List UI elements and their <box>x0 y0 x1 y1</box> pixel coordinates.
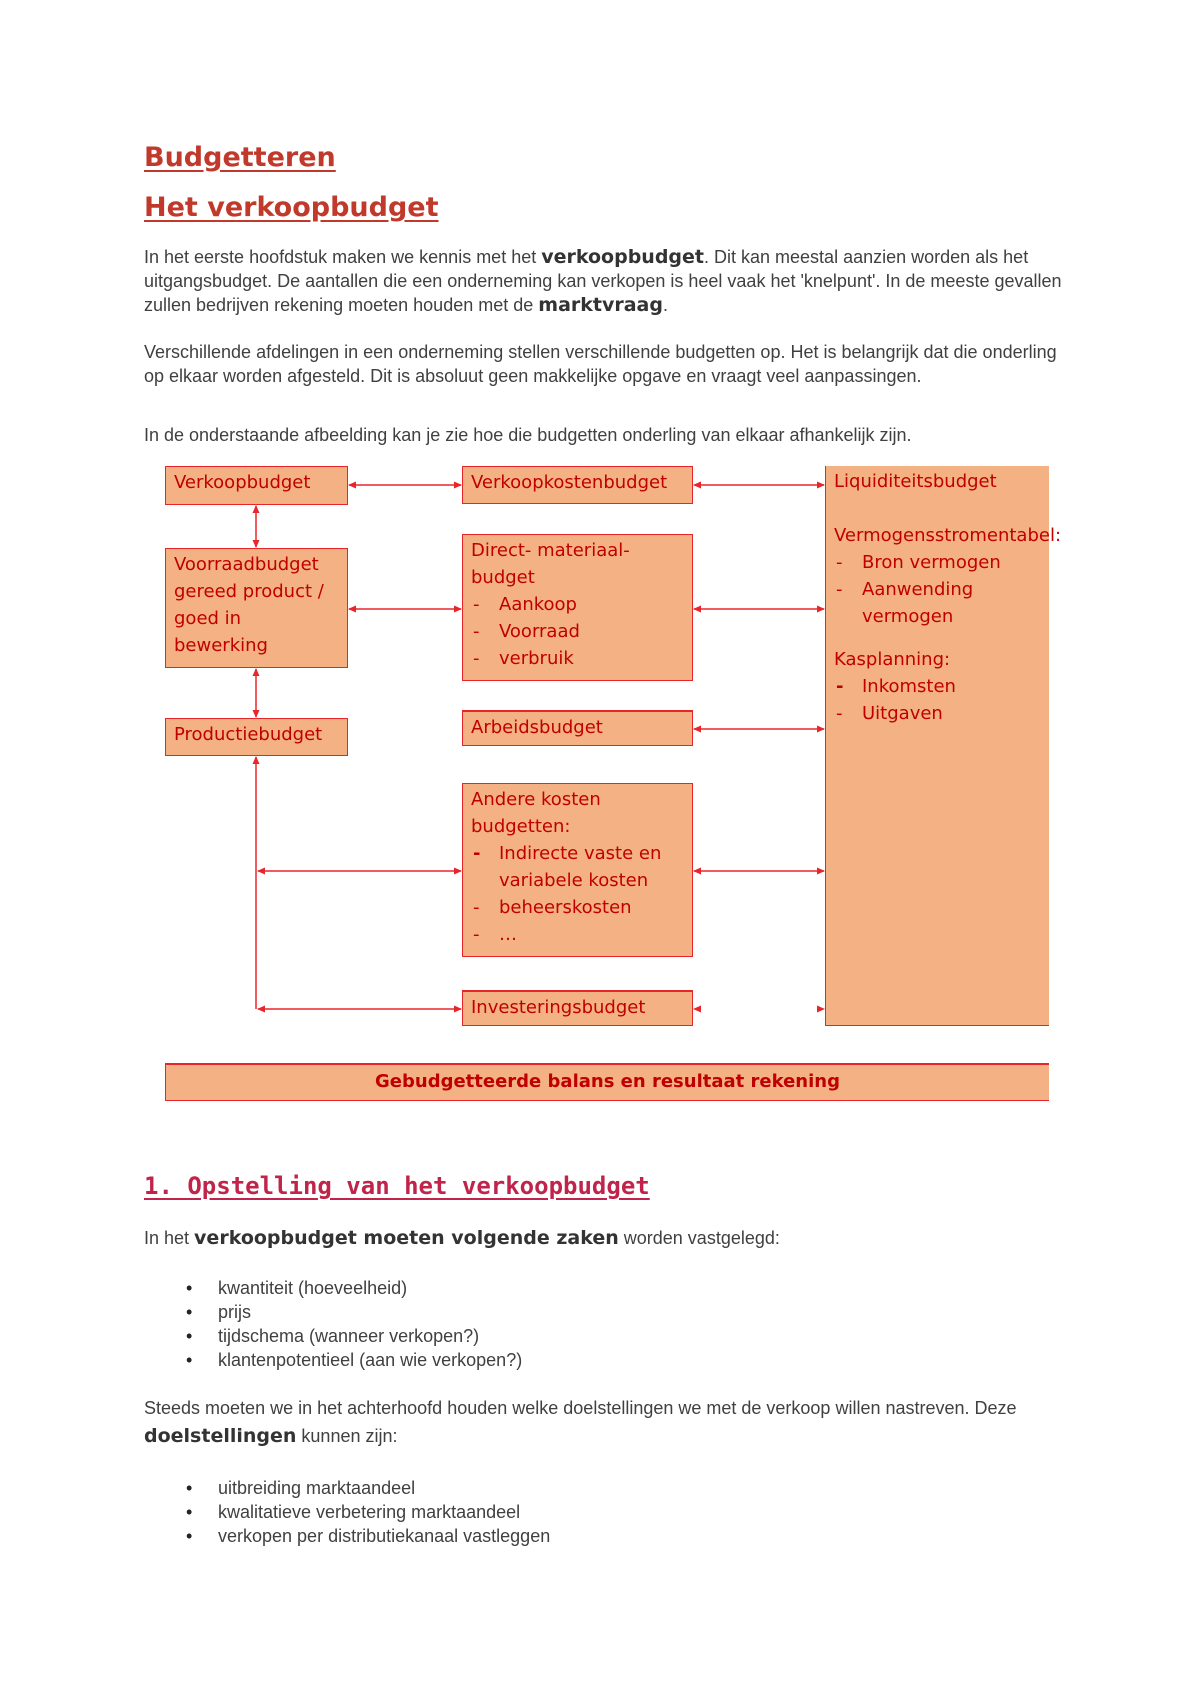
box-productiebudget: Productiebudget <box>165 718 348 756</box>
list-item: • verkopen per distributiekanaal vastleggen <box>186 1524 550 1548</box>
box-investeringsbudget: Investeringsbudget <box>462 990 693 1026</box>
materiaal-item-aankoop: - Aankoop <box>471 591 684 618</box>
anderekosten-item-indirect: - Indirecte vaste en variabele kosten <box>471 840 684 894</box>
box-liquiditeitsbudget: Liquiditeitsbudget Vermogensstromentabel: - Bron vermogen - Aanwending vermogen Kasplanning: - Inkomsten - Uitgaven <box>825 466 1049 1026</box>
box-voorraadbudget: Voorraadbudget gereed product / goed in bewerking <box>165 548 348 668</box>
section-1-heading: 1. Opstelling van het verkoopbudget <box>144 1172 650 1200</box>
section-title: Het verkoopbudget <box>144 192 439 223</box>
liquiditeit-item-uitgaven: - Uitgaven <box>834 700 1041 727</box>
anderekosten-item-beheer: - beheerskosten <box>471 894 684 921</box>
materiaal-item-verbruik: - verbruik <box>471 645 684 672</box>
box-gebudgetteerde-balans: Gebudgetteerde balans en resultaat rekening <box>165 1063 1049 1101</box>
list-item: • prijs <box>186 1300 522 1324</box>
box-direct-materiaalbudget: Direct- materiaal- budget - Aankoop - Voorraad - verbruik <box>462 534 693 681</box>
liquiditeit-item-bron: - Bron vermogen <box>834 549 1041 576</box>
list-item: • kwalitatieve verbetering marktaandeel <box>186 1500 550 1524</box>
intro-paragraph-1: In het eerste hoofdstuk maken we kennis met het verkoopbudget. Dit kan meestal aanzien worden als het uitgangsbudget. De aantallen die een onderneming kan verkopen is heel vaak het 'knelpunt'. In de meeste gevallen zullen bedrijven rekening moeten houden met de marktvraag. <box>144 246 1062 316</box>
intro-paragraph-2: Verschillende afdelingen in een onderneming stellen verschillende budgetten op. Het is belangrijk dat die onderling op elkaar worden afgesteld. Dit is absoluut geen makkelijke opgave en vraagt veel aanpassingen. <box>144 342 1057 386</box>
box-andere-kosten-budgetten: Andere kosten budgetten: - Indirecte vaste en variabele kosten - beheerskosten - … <box>462 783 693 957</box>
page-title: Budgetteren <box>144 142 336 173</box>
term-doelstellingen: doelstellingen <box>144 1425 297 1447</box>
term-verkoopbudget-zaken: verkoopbudget moeten volgende zaken <box>194 1227 619 1249</box>
doelstellingen-list <box>186 1476 550 1548</box>
zaken-list <box>186 1276 522 1372</box>
list-item: • kwantiteit (hoeveelheid) <box>186 1276 522 1300</box>
list-item: • uitbreiding marktaandeel <box>186 1476 550 1500</box>
box-verkoopbudget: Verkoopbudget <box>165 466 348 505</box>
materiaal-item-voorraad: - Voorraad <box>471 618 684 645</box>
anderekosten-item-etc: - … <box>471 921 684 948</box>
liquiditeit-item-inkomsten: - Inkomsten <box>834 673 1041 700</box>
intro-paragraph-3: In de onderstaande afbeelding kan je zie hoe die budgetten onderling van elkaar afhankelijk zijn. <box>144 425 912 445</box>
term-verkoopbudget: verkoopbudget <box>541 246 705 268</box>
term-marktvraag: marktvraag <box>538 294 663 316</box>
section-1-paragraph: In het verkoopbudget moeten volgende zaken worden vastgelegd: <box>144 1227 780 1249</box>
box-arbeidsbudget: Arbeidsbudget <box>462 710 693 746</box>
list-item: • klantenpotentieel (aan wie verkopen?) <box>186 1348 522 1372</box>
box-verkoopkostenbudget: Verkoopkostenbudget <box>462 466 693 504</box>
doelstellingen-paragraph: Steeds moeten we in het achterhoofd houden welke doelstellingen we met de verkoop willen nastreven. Deze doelstellingen kunnen zijn: <box>144 1398 1017 1447</box>
list-item: • tijdschema (wanneer verkopen?) <box>186 1324 522 1348</box>
liquiditeit-item-aanwending: - Aanwending vermogen <box>834 576 1041 630</box>
